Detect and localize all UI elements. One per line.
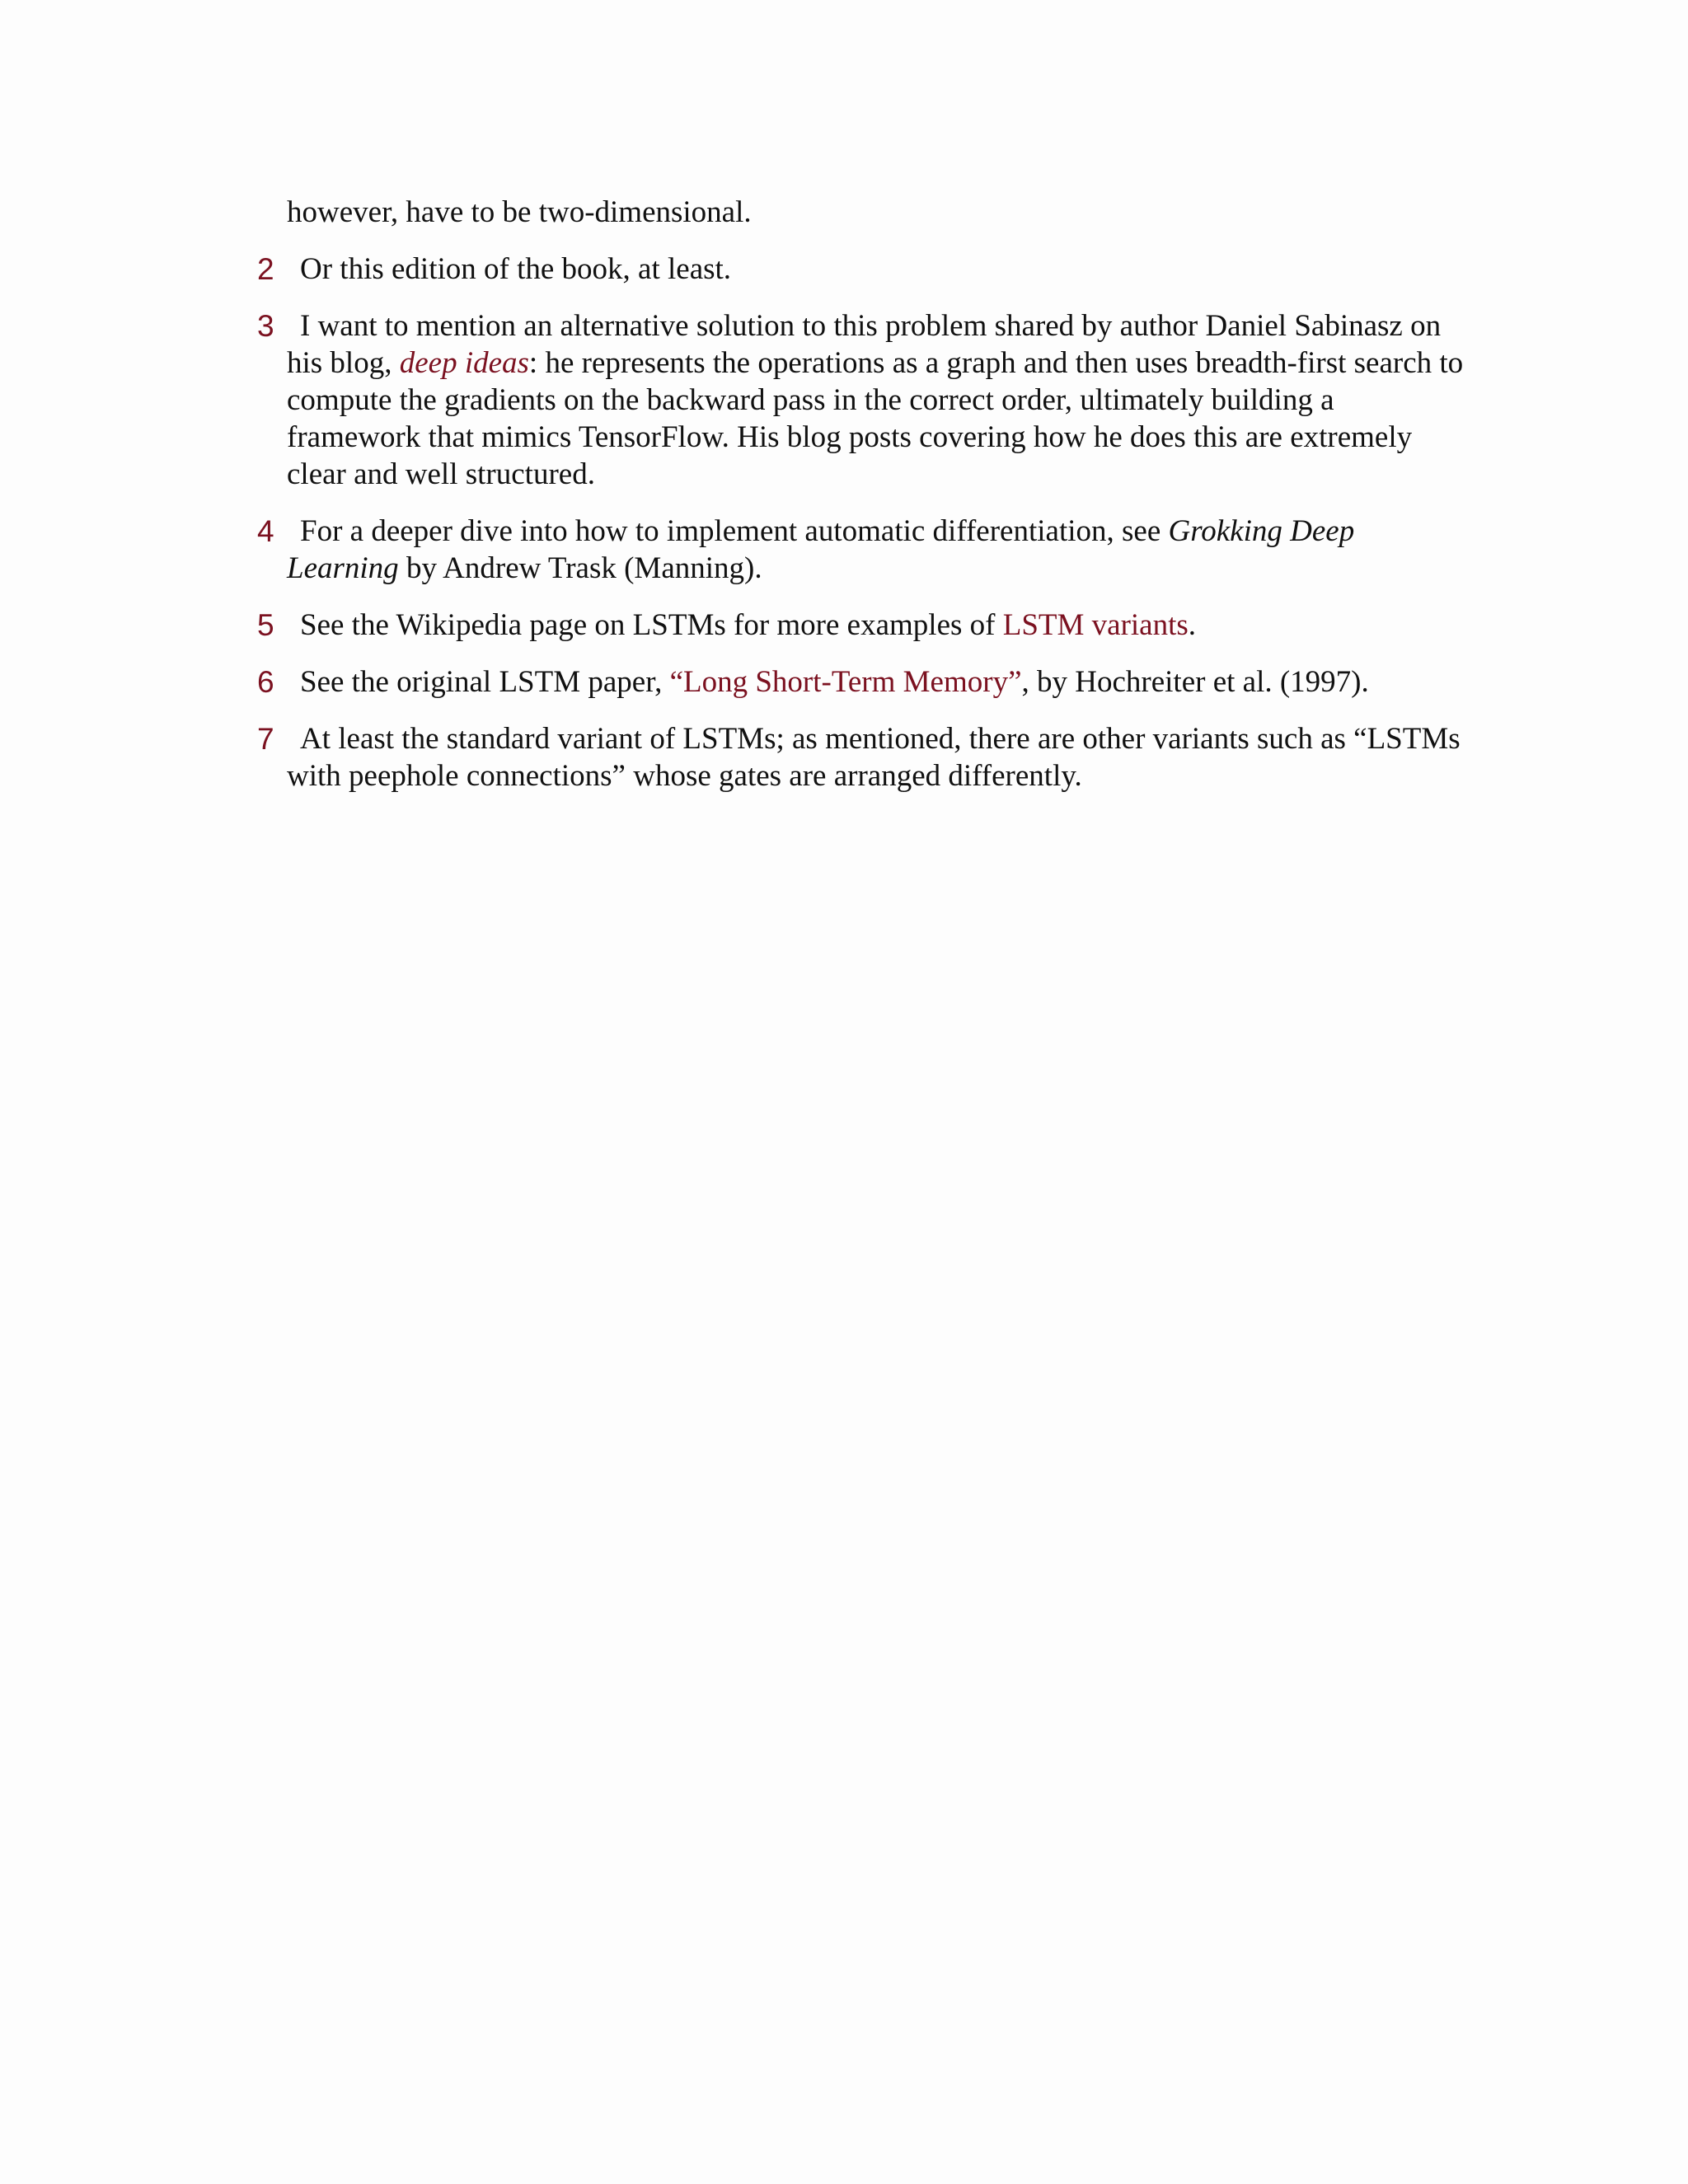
footnote-number: 6	[257, 665, 274, 699]
footnote-3	[257, 307, 1469, 493]
footnote-2	[257, 251, 1469, 288]
footnote-5	[257, 607, 1469, 644]
footnotes	[257, 194, 1469, 814]
footnote-text: See the original LSTM paper, “Long Short-Term Memory”, by Hochreiter et al. (1997).	[300, 665, 1369, 699]
footnote-7	[257, 720, 1469, 794]
footnote-number: 7	[257, 722, 274, 756]
footnote-6	[257, 663, 1469, 701]
footnote-text: At least the standard variant of LSTMs; as mentioned, there are other variants such as “LSTMs with peephole connections” whose gates are arranged differently.	[287, 722, 1461, 793]
footnote-number: 5	[257, 608, 274, 642]
footnote-text: Or this edition of the book, at least.	[300, 252, 732, 286]
deep-ideas-link[interactable]: deep ideas	[399, 346, 529, 380]
footnote-continuation	[257, 194, 1469, 231]
footnote-number: 3	[257, 309, 274, 343]
footnote-text: For a deeper dive into how to implement automatic differentiation, see Grokking Deep Learning by Andrew Trask (Manning).	[287, 514, 1355, 585]
lstm-paper-link[interactable]: “Long Short-Term Memory”	[669, 665, 1022, 699]
footnote-text: See the Wikipedia page on LSTMs for more examples of LSTM variants.	[300, 608, 1197, 642]
lstm-variants-link[interactable]: LSTM variants	[1002, 608, 1189, 642]
footnote-continuation-text: however, have to be two-dimensional.	[287, 195, 752, 229]
footnote-text: I want to mention an alternative solution to this problem shared by author Daniel Sabinasz on his blog, deep ideas: he represents the operations as a graph and then uses breadth-first search to compute the gradients on the backward pass in the correct order, ultimately building a framework that mimics TensorFlow. His blog posts covering how he does this are extremely clear and well structured.	[287, 309, 1464, 491]
footnote-4	[257, 513, 1469, 587]
footnote-number: 4	[257, 514, 274, 548]
footnote-number: 2	[257, 252, 274, 286]
book-title: Grokking Deep Learning	[287, 514, 1355, 585]
